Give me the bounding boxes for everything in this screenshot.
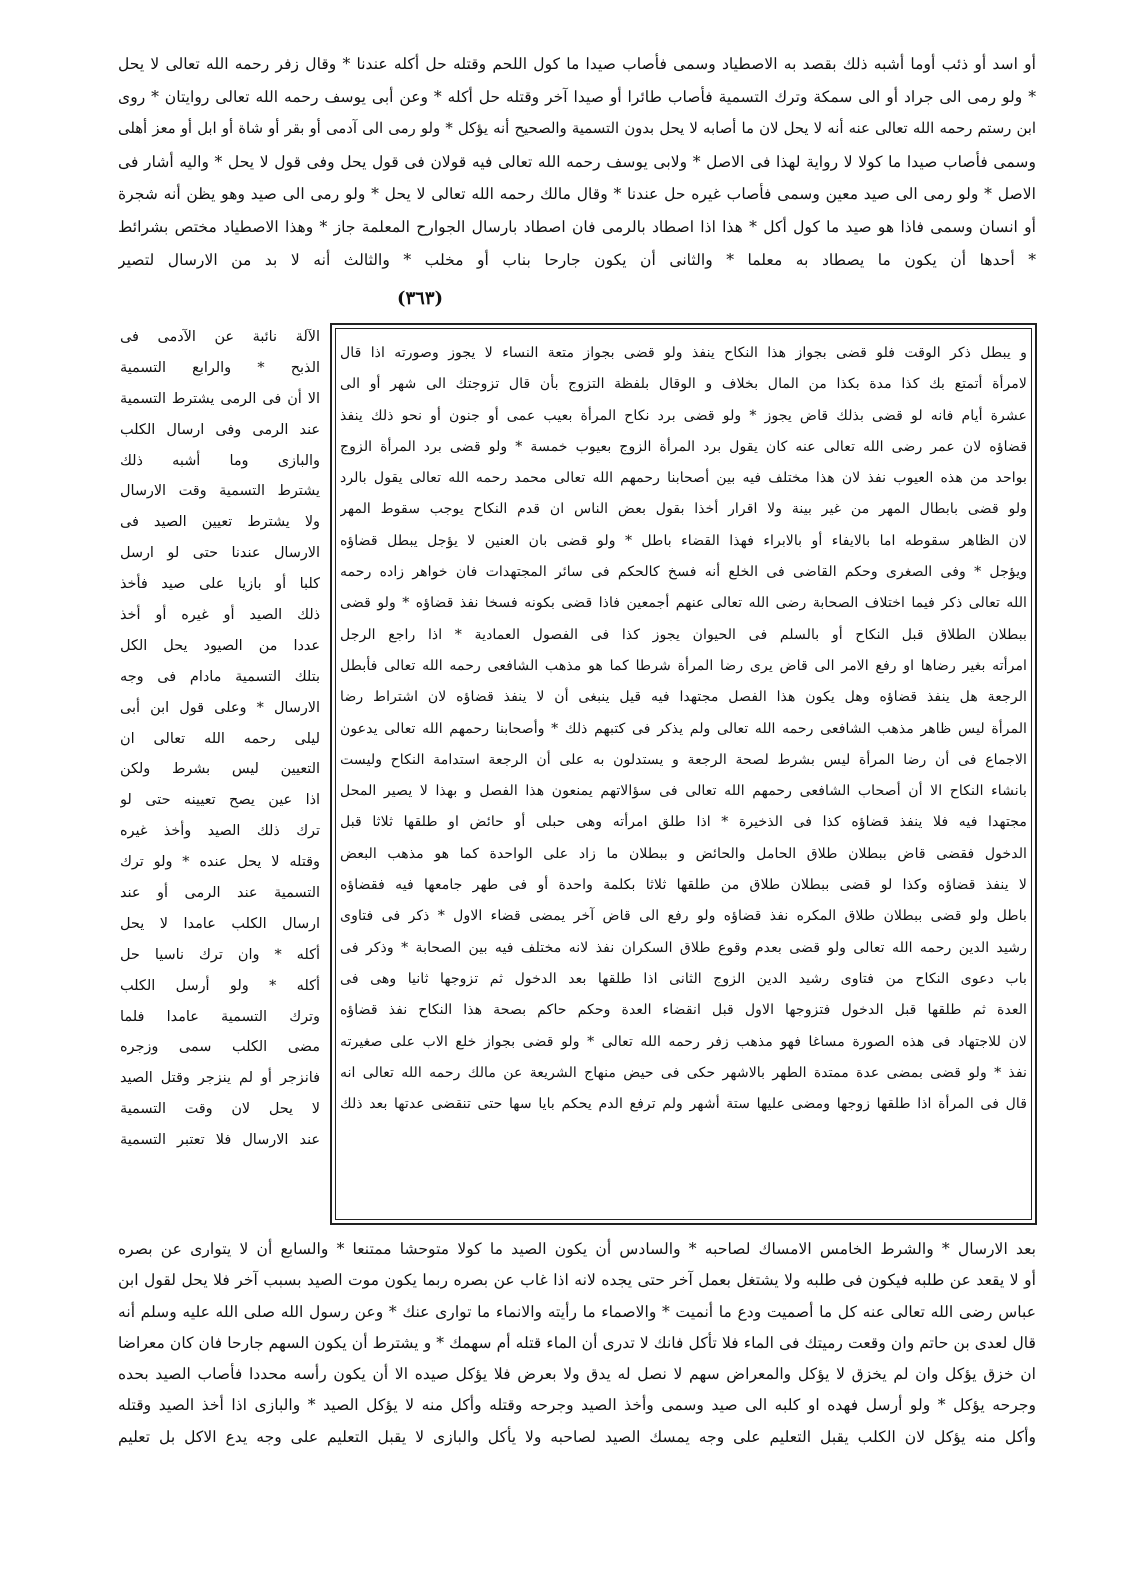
text-line: ويؤجل * وفى الصغرى وحكم القاضى فى الخلع أنه فسخ كالحكم فى سائر المجتهدات فان خواهر زاده رحمه bbox=[340, 564, 1027, 581]
text-line: لا ينفذ قضاؤه وكذا لو قضى ببطلان طلاق من طلقها ثلاثا بكلمة واحدة أو فى طهر جامعها فيه فقضاؤه bbox=[340, 877, 1027, 894]
text-line: يشترط التسمية وقت الارسال bbox=[120, 483, 320, 500]
text-line: التسمية عند الرمى أو عند bbox=[120, 885, 320, 902]
text-line: ارسال الكلب عامدا لا يحل bbox=[120, 915, 320, 932]
main-text-bottom bbox=[118, 1234, 1036, 1453]
text-line: بتلك التسمية مادام فى وجه bbox=[120, 668, 320, 685]
text-line: وجرحه يؤكل * ولو أرسل فهده او كلبه الى صيد وسمى وأخذ الصيد وجرحه وقتله وأكل منه لا يؤكل الصيد * والبازى اذا أخذ الصيد وقتله bbox=[118, 1396, 1036, 1415]
text-line: عند الرمى وفى ارسال الكلب bbox=[120, 421, 320, 438]
text-line: أو انسان وسمى فاذا هو صيد ما كول أكل * هذا اذا اصطاد بالرمى فان اصطاد بارسال الجوارح المعلمة جاز * وهذا الاصطياد مختص بشرائط bbox=[118, 217, 1036, 236]
text-line: نفذ * ولو قضى بمضى عدة ممتدة الطهر بالاشهر حكى فى حيض منهاج الشريعة عن مالك رحمه الله تعالى انه bbox=[340, 1064, 1027, 1081]
text-line: الاجماع فى أن رضا المرأة ليس بشرط لصحة الرجعة و يستدلون به على أن الرجعة استدامة النكاح وليست bbox=[340, 751, 1027, 768]
text-line: عشرة أيام فانه لو قضى بذلك قاض يجوز * ولو قضى برد نكاح المرأة بعيب عمى أو جنون أو نحو ذلك ينفذ bbox=[340, 407, 1027, 424]
text-line: المرأة ليس ظاهر مذهب الشافعى رحمه الله تعالى ولم يذكر فى كتبهم ذلك * وأصحابنا رحمهم الله تعالى يدعون bbox=[340, 720, 1027, 737]
text-line: وترك التسمية عامدا فلما bbox=[120, 1008, 320, 1025]
text-line: ابن رستم رحمه الله تعالى عنه أنه لا يحل لان ما أصابه لا يحل بدون التسمية والصحيح أنه يؤكل * ولو رمى الى آدمى أو بقر أو شاة أو ابل أو معز أهلى bbox=[118, 120, 1036, 138]
text-line: ترك ذلك الصيد وأخذ غيره bbox=[120, 823, 320, 840]
text-line: * أحدها أن يكون ما يصطاد به معلما * والثانى أن يكون جارحا بناب أو مخلب * والثالث أنه لا بد من الارسال لتصير bbox=[118, 250, 1036, 269]
text-line: لامرأة أتمتع بك كذا مدة بكذا من المال بخلاف و الوقال بلفظة التزوج بأن قال تزوجتك الى شهر أو الى bbox=[340, 376, 1027, 393]
text-line: الآلة نائبة عن الآدمى فى bbox=[120, 329, 320, 345]
text-line: بانشاء النكاح الا أن أصحاب الشافعى رحمهم الله تعالى فى سؤالاتهم يمنعون هذا الفصل و بهذا لا يصير المحل bbox=[340, 783, 1027, 800]
text-line: قال لعدى بن حاتم وان وقعت رميتك فى الماء فلا تأكل فانك لا تدرى أن الماء قتله أم سهمك * و يشترط أن يكون السهم جارحا فان كان معراضا bbox=[118, 1333, 1036, 1352]
text-line: عددا من الصيود يحل الكل bbox=[120, 637, 320, 654]
text-line: باطل ولو قضى ببطلان طلاق المكره نفذ قضاؤه ولو رفع الى قاض آخر يمضى قضاء الاول * ذكر فى فتاوى bbox=[340, 908, 1027, 925]
main-text-side-column bbox=[120, 322, 320, 1156]
text-line: عباس رضى الله تعالى عنه كل ما أصميت ودع ما أنميت * والاصماء ما رأيته والانماء ما توارى عنك * وعن رسول الله صلى الله عليه وسلم أنه bbox=[118, 1302, 1036, 1321]
text-line: ولا يشترط تعيين الصيد فى bbox=[120, 514, 320, 531]
text-line: أو لا يقعد عن طلبه فيكون فى طلبه ولا يشتغل بعمل آخر حتى يجده لانه اذا غاب عن بصره ربما يكون موت الصيد بسبب آخر فلا يحل لقول ابن bbox=[118, 1271, 1036, 1290]
commentary-text bbox=[340, 338, 1027, 1120]
text-line: الارسال * وعلى قول ابن أبى bbox=[120, 699, 320, 716]
text-line: لان الظاهر سقوطه اما بالايفاء أو بالابراء فهذا القضاء باطل * ولو قضى بان العنين لا يؤجل يبطل قضاؤه bbox=[340, 532, 1027, 549]
text-line: أو اسد أو ذئب أوما أشبه ذلك بقصد به الاصطياد وسمى فأصاب صيدا ما كول اللحم وقتله حل أكله عندنا * وقال زفر رحمه الله تعالى لا يحل bbox=[118, 55, 1036, 73]
text-line: عند الارسال فلا تعتبر التسمية bbox=[120, 1132, 320, 1149]
text-line: التعيين ليس بشرط ولكن bbox=[120, 761, 320, 778]
text-line: العدة ثم طلقها قبل الدخول فتزوجها الاول قبل انقضاء العدة وحكم حاكم بصحة هذا النكاح نفذ قضاؤه bbox=[340, 1002, 1027, 1019]
text-line: ولو قضى بابطال المهر من غير بينة ولا اقرار أخذا بقول بعض الناس ان قدم النكاح يوجب سقوط المهر bbox=[340, 501, 1027, 518]
text-line: الدخول فقضى قاض ببطلان طلاق الحامل والحائض و ببطلان ما زاد على الواحدة كما هو مذهب البعض bbox=[340, 845, 1027, 862]
text-line: امرأته بغير رضاها او رفع الامر الى قاض يرى رضا المرأة شرطا كما هو مذهب الشافعى رحمه الله تعالى فأبطل bbox=[340, 657, 1027, 674]
text-line: ذلك الصيد أو غيره أو أخذ bbox=[120, 607, 320, 624]
text-line: وأكل منه يؤكل لان الكلب يقبل التعليم على وجه يمسك الصيد لصاحبه ولا يأكل والبازى لا يقبل التعليم على وجه يدع الاكل بل تعليم bbox=[118, 1427, 1036, 1446]
text-line: * ولو رمى الى جراد أو الى سمكة وترك التسمية فأصاب طائرا أو صيدا آخر وقتله حل أكله * وعن أبى يوسف رحمه الله تعالى روايتان * روى bbox=[118, 87, 1036, 106]
text-line: مجتهدا فيه فلا ينفذ قضاؤه كذا فى الذخيرة * اذا طلق امرأته وهى حبلى أو حائض او طلقها ثلاثا قبل bbox=[340, 814, 1027, 831]
text-line: وقتله لا يحل عنده * ولو ترك bbox=[120, 854, 320, 871]
text-line: أكله * وان ترك ناسيا حل bbox=[120, 946, 320, 963]
text-line: ببطلان الطلاق قبل النكاح أو بالسلم فى الحيوان يجوز كذا فى الفصول العمادية * اذا راجع الرجل bbox=[340, 626, 1027, 643]
text-line: الرجعة هل ينفذ قضاؤه وهل يكون هذا الفصل مجتهدا فيه قيل ينبغى أن لا ينفذ قضاؤه لان اشتراط رضا bbox=[340, 689, 1027, 706]
text-line: اذا عين يصح تعيينه حتى لو bbox=[120, 792, 320, 809]
page-number: (٣٦٣) bbox=[396, 288, 444, 309]
text-line: الله تعالى ذكر فيما اختلاف الصحابة رضى الله تعالى عنهم أجمعين فاذا قضى بكونه فسخا نفذ قضاؤه * ولو قضى bbox=[340, 595, 1027, 612]
text-line: وسمى فأصاب صيدا ما كولا لا رواية لهذا فى الاصل * ولابى يوسف رحمه الله تعالى فيه قولان فى قول يحل وفى قول لا يحل * واليه أشار فى bbox=[118, 152, 1036, 171]
text-line: فانزجر أو لم ينزجر وقتل الصيد bbox=[120, 1070, 320, 1087]
text-line: بعد الارسال * والشرط الخامس الامساك لصاحبه * والسادس أن يكون الصيد ما كولا متوحشا ممتنعا * والسابع أن لا يتوارى عن بصره bbox=[118, 1240, 1036, 1258]
text-line: الارسال عندنا حتى لو ارسل bbox=[120, 545, 320, 562]
text-line: ليلى رحمه الله تعالى ان bbox=[120, 730, 320, 747]
text-line: والبازى وما أشبه ذلك bbox=[120, 452, 320, 469]
text-line: الاصل * ولو رمى الى صيد معين وسمى فأصاب غيره حل عندنا * وقال مالك رحمه الله تعالى لا يحل * ولو رمى الى صيد وهو يظن أنه شجرة bbox=[118, 185, 1036, 204]
text-line: رشيد الدين رحمه الله تعالى ولو قضى بعدم وقوع طلاق السكران نفذ لانه مختلف فيه بين الصحابة * وذكر فى bbox=[340, 939, 1027, 956]
text-line: الا أن فى الرمى يشترط التسمية bbox=[120, 390, 320, 407]
text-line: لان للاجتهاد فى هذه الصورة مساغا فهو مذهب زفر رحمه الله تعالى * ولو قضى بجواز خلع الاب على صغيرته bbox=[340, 1033, 1027, 1050]
main-text-top bbox=[118, 48, 1036, 276]
text-line: أكله * ولو أرسل الكلب bbox=[120, 977, 320, 994]
text-line: باب دعوى النكاح من فتاوى رشيد الدين الزوج الثانى اذا طلقها بعد الدخول ثم تزوجها ثانيا وهى فى bbox=[340, 970, 1027, 987]
text-line: بواحد من هذه العيوب نفذ لان هذا مختلف فيه بين أصحابنا رحمهم الله تعالى محمد رحمه الله تعالى يقول بالرد bbox=[340, 470, 1027, 487]
text-line: كلبا أو بازيا على صيد فأخذ bbox=[120, 576, 320, 593]
text-line: مضى الكلب سمى وزجره bbox=[120, 1039, 320, 1056]
text-line: قضاؤه لان عمر رضى الله تعالى عنه كان يقول برد المرأة الزوج بعيوب خمسة * ولو قضى برد المرأة الزوج bbox=[340, 438, 1027, 455]
text-line: لا يحل لان وقت التسمية bbox=[120, 1101, 320, 1118]
text-line: قال فى المرأة اذا طلقها زوجها ومضى عليها ستة أشهر ولم ترفع الدم يحكم بايا سها حتى تنقضى عدتها بعد ذلك bbox=[340, 1096, 1027, 1113]
text-line: الذبح * والرابع التسمية bbox=[120, 359, 320, 376]
text-line: و يبطل ذكر الوقت فلو قضى بجواز هذا النكاح ينفذ ولو قضى بجواز متعة النساء لا يجوز وصورته اذا قال bbox=[340, 345, 1027, 361]
text-line: ان خزق يؤكل وان لم يخزق لا يؤكل والمعراض سهم لا نصل له يدق ولا بعرض فلا يؤكل صيده الا أن يكون رأسه محددا فأصاب الصيد بحده bbox=[118, 1365, 1036, 1384]
